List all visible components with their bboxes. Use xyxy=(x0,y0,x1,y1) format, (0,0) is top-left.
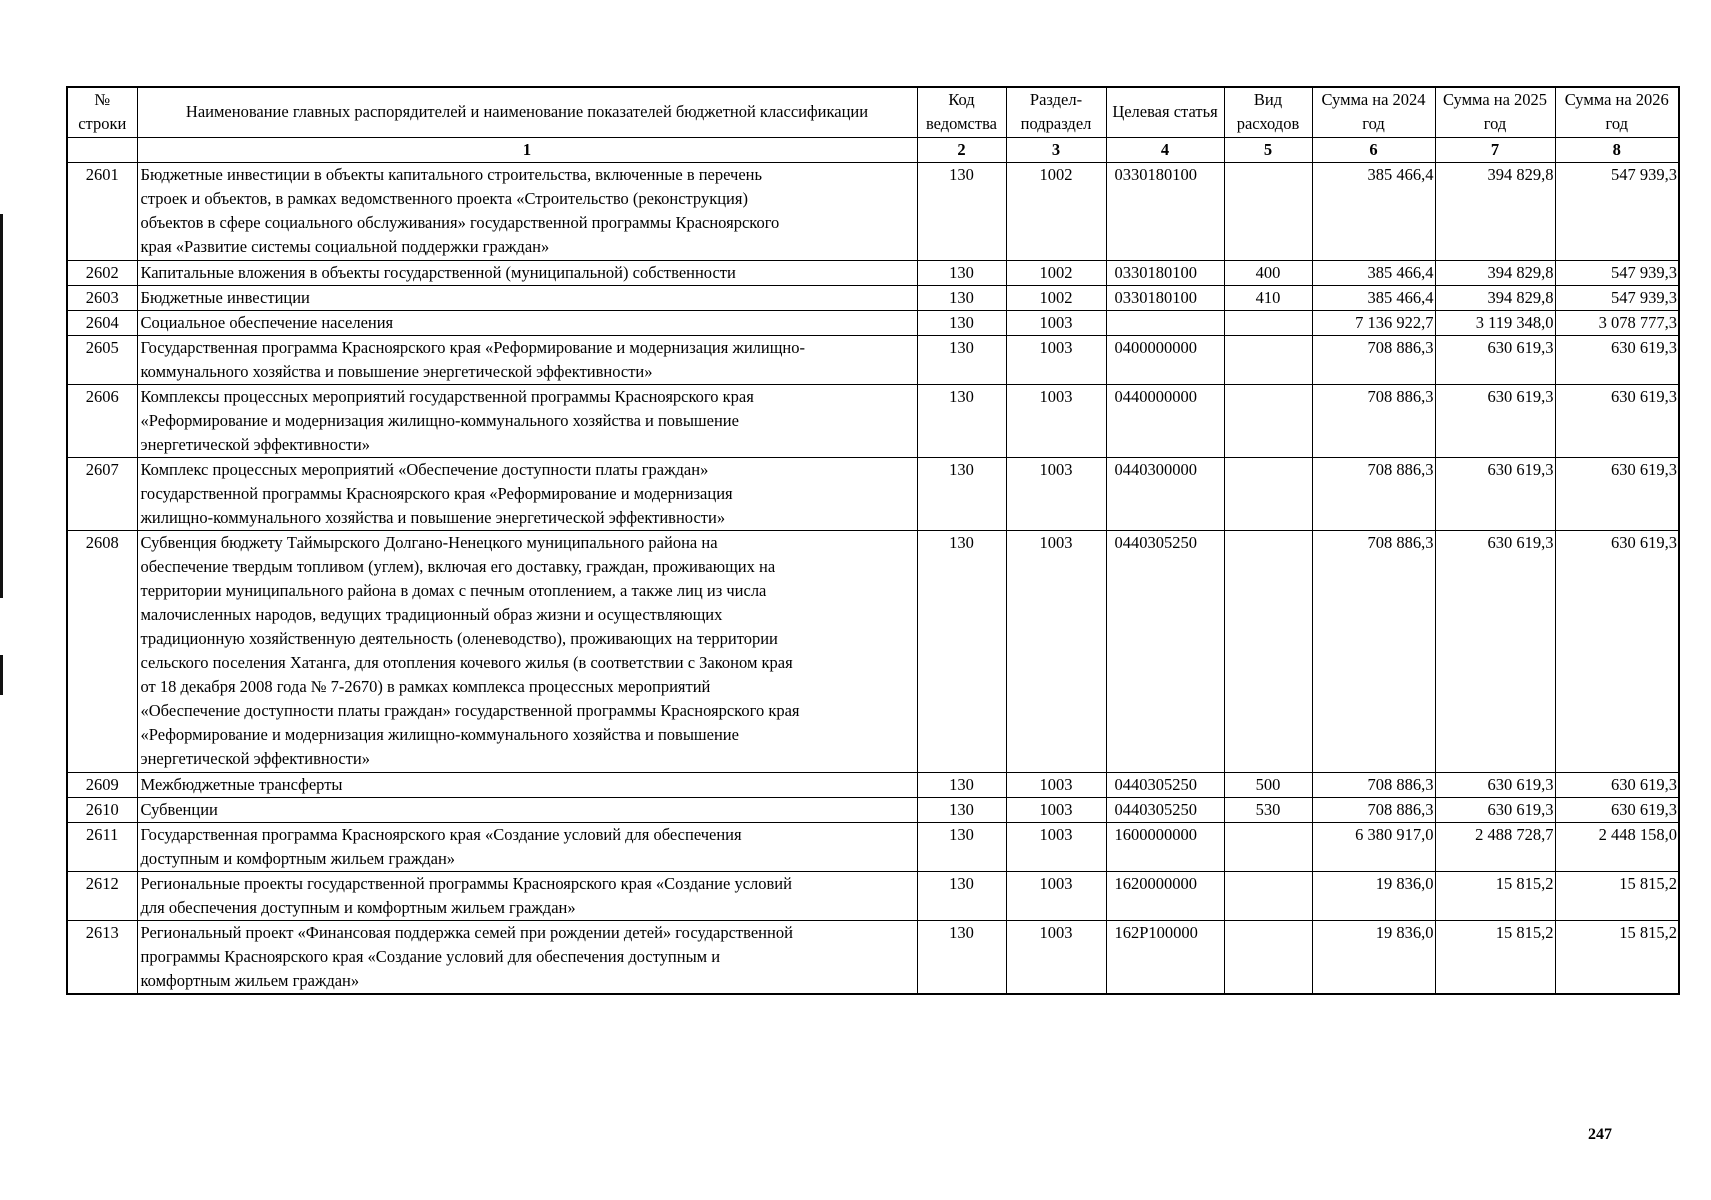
sum-2024: 385 466,4 xyxy=(1312,285,1435,310)
target-article: 0440305250 xyxy=(1106,530,1224,772)
sum-2026: 2 448 158,0 xyxy=(1555,822,1679,871)
target-article: 1600000000 xyxy=(1106,822,1224,871)
target-article: 0440305250 xyxy=(1106,772,1224,797)
section-code: 1003 xyxy=(1006,871,1106,920)
sum-2024: 19 836,0 xyxy=(1312,871,1435,920)
sum-2026: 630 619,3 xyxy=(1555,457,1679,530)
table-row xyxy=(67,384,1679,457)
sum-2024: 708 886,3 xyxy=(1312,335,1435,384)
table-row xyxy=(67,772,1679,797)
sum-2026: 3 078 777,3 xyxy=(1555,310,1679,335)
row-name: Комплекс процессных мероприятий «Обеспечение доступности платы граждан» государственной программы Красноярского края «Реформирование и модернизация жилищно-коммунального хозяйства и повышение энергетической эффективности» xyxy=(137,457,917,530)
section-code: 1003 xyxy=(1006,797,1106,822)
sum-2025: 3 119 348,0 xyxy=(1435,310,1555,335)
sum-2025: 630 619,3 xyxy=(1435,772,1555,797)
department-code: 130 xyxy=(917,162,1006,260)
row-number: 2603 xyxy=(67,285,137,310)
section-code: 1003 xyxy=(1006,920,1106,994)
section-code: 1003 xyxy=(1006,335,1106,384)
row-number: 2604 xyxy=(67,310,137,335)
department-code: 130 xyxy=(917,822,1006,871)
row-number: 2611 xyxy=(67,822,137,871)
header-sum-2025: Сумма на 2025 год xyxy=(1435,87,1555,137)
row-name: Капитальные вложения в объекты государственной (муниципальной) собственности xyxy=(137,260,917,285)
budget-table xyxy=(66,86,1680,995)
column-number: 6 xyxy=(1312,137,1435,162)
target-article: 0330180100 xyxy=(1106,260,1224,285)
row-number: 2609 xyxy=(67,772,137,797)
header-expense-type: Вид расходов xyxy=(1224,87,1312,137)
sum-2024: 6 380 917,0 xyxy=(1312,822,1435,871)
target-article: 0330180100 xyxy=(1106,285,1224,310)
column-number: 7 xyxy=(1435,137,1555,162)
target-article: 0400000000 xyxy=(1106,335,1224,384)
sum-2025: 630 619,3 xyxy=(1435,530,1555,772)
header-sum-2026: Сумма на 2026 год xyxy=(1555,87,1679,137)
sum-2026: 630 619,3 xyxy=(1555,335,1679,384)
expense-type: 400 xyxy=(1224,260,1312,285)
column-number: 8 xyxy=(1555,137,1679,162)
table-row xyxy=(67,871,1679,920)
department-code: 130 xyxy=(917,260,1006,285)
page-number: 247 xyxy=(1588,1126,1612,1143)
section-code: 1003 xyxy=(1006,772,1106,797)
row-name: Бюджетные инвестиции xyxy=(137,285,917,310)
sum-2026: 547 939,3 xyxy=(1555,162,1679,260)
expense-type xyxy=(1224,871,1312,920)
table-row xyxy=(67,162,1679,260)
sum-2024: 708 886,3 xyxy=(1312,530,1435,772)
section-code: 1002 xyxy=(1006,285,1106,310)
expense-type xyxy=(1224,162,1312,260)
row-number: 2608 xyxy=(67,530,137,772)
sum-2025: 394 829,8 xyxy=(1435,162,1555,260)
sum-2024: 708 886,3 xyxy=(1312,772,1435,797)
sum-2024: 708 886,3 xyxy=(1312,797,1435,822)
row-number: 2602 xyxy=(67,260,137,285)
header-department-code: Код ведомства xyxy=(917,87,1006,137)
table-row xyxy=(67,822,1679,871)
sum-2025: 630 619,3 xyxy=(1435,384,1555,457)
sum-2025: 15 815,2 xyxy=(1435,920,1555,994)
target-article: 0440300000 xyxy=(1106,457,1224,530)
row-name: Государственная программа Красноярского края «Реформирование и модернизация жилищно- коммунального хозяйства и повышение энергетической эффективности» xyxy=(137,335,917,384)
row-name: Социальное обеспечение населения xyxy=(137,310,917,335)
header-name: Наименование главных распорядителей и наименование показателей бюджетной классификации xyxy=(137,87,917,137)
sum-2026: 630 619,3 xyxy=(1555,530,1679,772)
column-number-row xyxy=(67,137,1679,162)
column-number: 3 xyxy=(1006,137,1106,162)
table-row xyxy=(67,797,1679,822)
target-article: 0440000000 xyxy=(1106,384,1224,457)
department-code: 130 xyxy=(917,797,1006,822)
department-code: 130 xyxy=(917,310,1006,335)
table-row xyxy=(67,285,1679,310)
sum-2024: 385 466,4 xyxy=(1312,162,1435,260)
header-target-article: Целевая статья xyxy=(1106,87,1224,137)
table-row xyxy=(67,335,1679,384)
table-row xyxy=(67,260,1679,285)
header-row-number: № строки xyxy=(67,87,137,137)
section-code: 1003 xyxy=(1006,457,1106,530)
expense-type: 500 xyxy=(1224,772,1312,797)
sum-2025: 630 619,3 xyxy=(1435,335,1555,384)
row-name: Региональный проект «Финансовая поддержка семей при рождении детей» государственной программы Красноярского края «Создание условий для обеспечения доступным и комфортным жильем граждан» xyxy=(137,920,917,994)
table-row xyxy=(67,920,1679,994)
row-number: 2613 xyxy=(67,920,137,994)
row-number: 2601 xyxy=(67,162,137,260)
sum-2026: 630 619,3 xyxy=(1555,797,1679,822)
section-code: 1003 xyxy=(1006,384,1106,457)
expense-type xyxy=(1224,384,1312,457)
sum-2024: 7 136 922,7 xyxy=(1312,310,1435,335)
department-code: 130 xyxy=(917,384,1006,457)
sum-2025: 15 815,2 xyxy=(1435,871,1555,920)
row-number: 2605 xyxy=(67,335,137,384)
expense-type xyxy=(1224,530,1312,772)
sum-2024: 708 886,3 xyxy=(1312,457,1435,530)
expense-type: 530 xyxy=(1224,797,1312,822)
column-number: 2 xyxy=(917,137,1006,162)
row-number: 2606 xyxy=(67,384,137,457)
department-code: 130 xyxy=(917,920,1006,994)
row-number: 2610 xyxy=(67,797,137,822)
department-code: 130 xyxy=(917,457,1006,530)
scan-edge-mark xyxy=(0,655,3,695)
row-name: Комплексы процессных мероприятий государственной программы Красноярского края «Реформирование и модернизация жилищно-коммунального хозяйства и повышение энергетической эффективности» xyxy=(137,384,917,457)
row-name: Субвенция бюджету Таймырского Долгано-Ненецкого муниципального района на обеспечение твердым топливом (углем), включая его доставку, граждан, проживающих на территории муниципального района в домах с печным отоплением, а также лиц из числа малочисленных народов, ведущих традиционный образ жизни и осуществляющих традиционную хозяйственную деятельность (оленеводство), проживающих на территории сельского поселения Хатанга, для отопления кочевого жилья (в соответствии с Законом края от 18 декабря 2008 года № 7-2670) в рамках комплекса процессных мероприятий «Обеспечение доступности платы граждан» государственной программы Красноярского края «Реформирование и модернизация жилищно-коммунального хозяйства и повышение энергетической эффективности» xyxy=(137,530,917,772)
target-article: 0330180100 xyxy=(1106,162,1224,260)
department-code: 130 xyxy=(917,530,1006,772)
row-name: Региональные проекты государственной программы Красноярского края «Создание условий для обеспечения доступным и комфортным жильем граждан» xyxy=(137,871,917,920)
section-code: 1003 xyxy=(1006,310,1106,335)
section-code: 1003 xyxy=(1006,822,1106,871)
department-code: 130 xyxy=(917,871,1006,920)
row-name: Субвенции xyxy=(137,797,917,822)
sum-2026: 15 815,2 xyxy=(1555,920,1679,994)
department-code: 130 xyxy=(917,772,1006,797)
sum-2025: 630 619,3 xyxy=(1435,797,1555,822)
sum-2026: 15 815,2 xyxy=(1555,871,1679,920)
sum-2024: 708 886,3 xyxy=(1312,384,1435,457)
sum-2026: 630 619,3 xyxy=(1555,384,1679,457)
row-number: 2612 xyxy=(67,871,137,920)
header-row xyxy=(67,87,1679,137)
table-row xyxy=(67,457,1679,530)
column-number xyxy=(67,137,137,162)
department-code: 130 xyxy=(917,285,1006,310)
column-number: 4 xyxy=(1106,137,1224,162)
row-name: Межбюджетные трансферты xyxy=(137,772,917,797)
section-code: 1002 xyxy=(1006,260,1106,285)
sum-2026: 547 939,3 xyxy=(1555,285,1679,310)
sum-2024: 19 836,0 xyxy=(1312,920,1435,994)
expense-type: 410 xyxy=(1224,285,1312,310)
sum-2024: 385 466,4 xyxy=(1312,260,1435,285)
scan-edge-mark xyxy=(0,214,3,598)
expense-type xyxy=(1224,310,1312,335)
table-row xyxy=(67,530,1679,772)
expense-type xyxy=(1224,822,1312,871)
sum-2025: 2 488 728,7 xyxy=(1435,822,1555,871)
sum-2026: 547 939,3 xyxy=(1555,260,1679,285)
header-sum-2024: Сумма на 2024 год xyxy=(1312,87,1435,137)
sum-2025: 394 829,8 xyxy=(1435,285,1555,310)
target-article: 162P100000 xyxy=(1106,920,1224,994)
table-row xyxy=(67,310,1679,335)
row-name: Государственная программа Красноярского края «Создание условий для обеспечения доступным и комфортным жильем граждан» xyxy=(137,822,917,871)
column-number: 1 xyxy=(137,137,917,162)
target-article: 1620000000 xyxy=(1106,871,1224,920)
column-number: 5 xyxy=(1224,137,1312,162)
sum-2025: 394 829,8 xyxy=(1435,260,1555,285)
target-article: 0440305250 xyxy=(1106,797,1224,822)
header-section: Раздел-подраздел xyxy=(1006,87,1106,137)
sum-2026: 630 619,3 xyxy=(1555,772,1679,797)
expense-type xyxy=(1224,920,1312,994)
section-code: 1003 xyxy=(1006,530,1106,772)
expense-type xyxy=(1224,457,1312,530)
target-article xyxy=(1106,310,1224,335)
section-code: 1002 xyxy=(1006,162,1106,260)
sum-2025: 630 619,3 xyxy=(1435,457,1555,530)
row-name: Бюджетные инвестиции в объекты капитального строительства, включенные в перечень строек и объектов, в рамках ведомственного проекта «Строительство (реконструкция) объектов в сфере социального обслуживания» государственной программы Красноярского края «Развитие системы социальной поддержки граждан» xyxy=(137,162,917,260)
department-code: 130 xyxy=(917,335,1006,384)
expense-type xyxy=(1224,335,1312,384)
row-number: 2607 xyxy=(67,457,137,530)
